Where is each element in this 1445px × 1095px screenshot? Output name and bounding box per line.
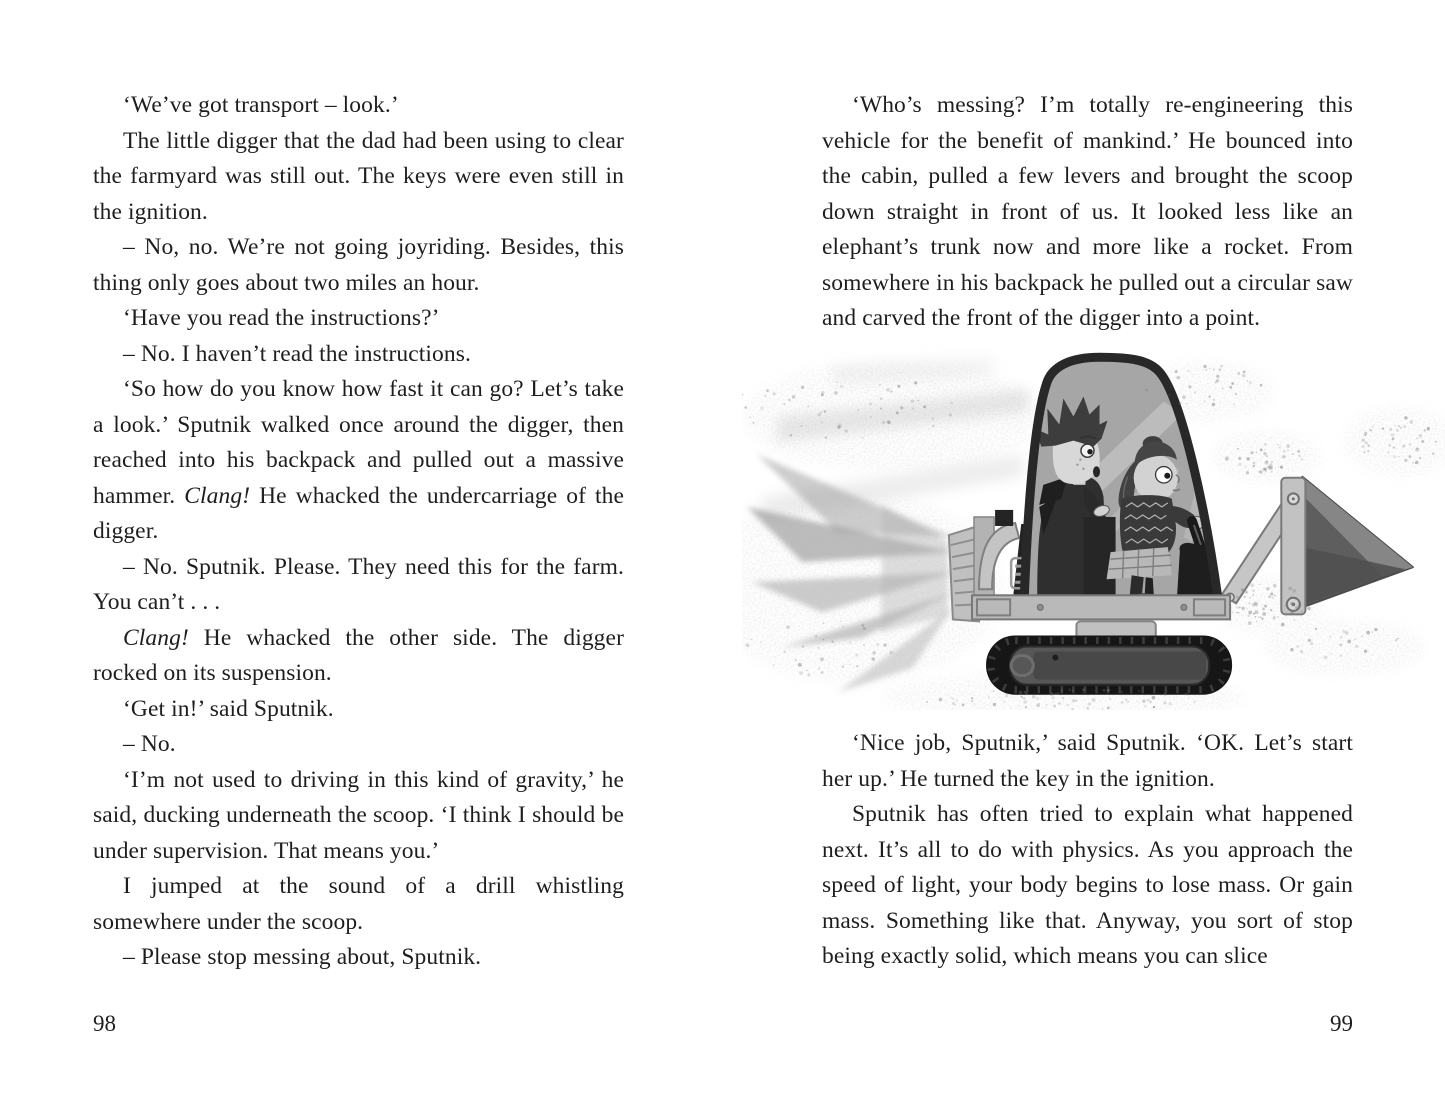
paragraph: ‘We’ve got transport – look.’ <box>123 92 399 118</box>
page-number-right: 99 <box>1330 1011 1353 1036</box>
paragraph: The little digger that the dad had been using to clear the farmyard was still out. The keys were even still in the ignition. <box>93 127 624 225</box>
paragraph: I jumped at the sound of a drill whistling somewhere under the scoop. <box>93 873 624 935</box>
paragraph: – No. Sputnik. Please. They need this for the farm. You can’t . . . <box>93 553 624 615</box>
paragraph: Sputnik has often tried to explain what happened next. It’s all to do with physics. As you approach the speed of light, your body begins to lose mass. Or gain mass. Something like that. Anyway, you sort of stop being exactly solid, which means you can slice <box>822 801 1353 969</box>
paragraph: ‘Nice job, Sputnik,’ said Sputnik. ‘OK. Let’s start her up.’ He turned the key in the ignition. <box>822 730 1353 792</box>
paragraph: ‘Have you read the instructions?’ <box>123 305 440 331</box>
digger-illustration-figure <box>742 346 1445 710</box>
chassis-rail <box>972 595 1230 619</box>
paragraph: – No. I haven’t read the instructions. <box>123 340 471 367</box>
paragraph: – No, no. We’re not going joyriding. Besides, this thing only goes about two miles an hour. <box>93 234 624 296</box>
page-number-left: 98 <box>93 1011 116 1036</box>
paragraph: ‘Get in!’ said Sputnik. <box>123 695 334 722</box>
paragraph: – Please stop messing about, Sputnik. <box>123 944 482 970</box>
left-page-text <box>93 88 624 976</box>
right-page-text-top <box>822 88 1353 337</box>
right-page-text-bottom <box>822 726 1353 975</box>
paragraph: ‘So how do you know how fast it can go? Let’s take a look.’ Sputnik walked once around the digger, then reached into his backpack and pulled out a massive hammer. Clang! He whacked the undercarriage of the digger. <box>93 376 625 544</box>
paragraph: – No. <box>123 731 176 757</box>
paragraph: ‘I’m not used to driving in this kind of gravity,’ he said, ducking underneath the scoop. ‘I think I should be under supervision. That means you.’ <box>93 766 624 864</box>
caterpillar-tracks <box>986 635 1232 694</box>
paragraph: ‘Who’s messing? I’m totally re-engineering this vehicle for the benefit of mankind.’ He bounced into the cabin, pulled a few levers and brought the scoop down straight in front of us. It looked less like an elephant’s trunk now and more like a rocket. From somewhere in his backpack he pulled out a circular saw and carved the front of the digger into a point. <box>822 92 1353 331</box>
rocket-digger-illustration <box>742 346 1445 710</box>
paragraph: Clang! He whacked the other side. The digger rocked on its suspension. <box>93 624 624 686</box>
